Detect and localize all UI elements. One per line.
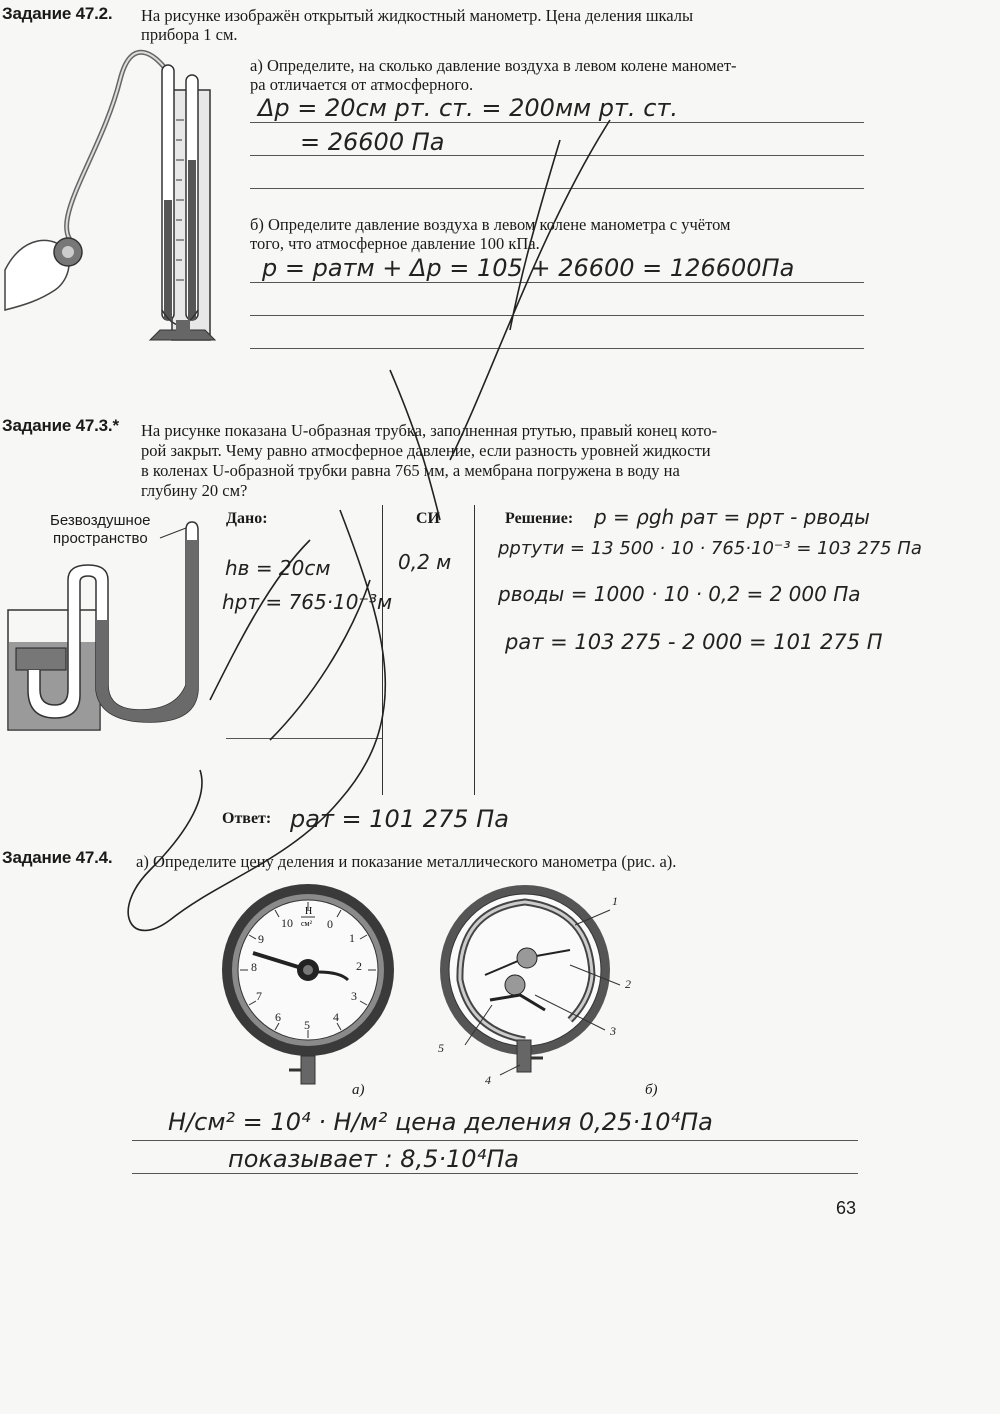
- answer-line: [132, 1140, 858, 1141]
- gauge-tick-label: 3: [351, 989, 357, 1003]
- gauge-tick-label: 4: [333, 1010, 339, 1024]
- task-47-3-text-4: глубину 20 см?: [141, 481, 248, 500]
- answer-label: Ответ:: [222, 810, 272, 827]
- task-47-3-text-1: На рисунке показана U-образная трубка, заполненная ртутью, правый конец кото-: [141, 421, 718, 440]
- handwritten-answer-a2: = 26600 Па: [300, 128, 445, 156]
- solution-header: Решение:: [505, 510, 574, 527]
- pen-scribble: [90, 80, 650, 980]
- figure-a-caption: а): [352, 1082, 365, 1098]
- answer-line: [132, 1173, 858, 1174]
- handwritten-answer: pат = 101 275 Па: [290, 805, 509, 833]
- handwritten-given-2: hрт = 765·10⁻³м: [222, 590, 393, 614]
- task-47-2-part-b-2: того, что атмосферное давление 100 кПа.: [250, 234, 540, 253]
- task-47-2-label: Задание 47.2.: [2, 4, 113, 23]
- handwritten-47-4-line-1: Н/см² = 10⁴ · Н/м² цена деления 0,25·10⁴Па: [168, 1108, 713, 1136]
- handwritten-given-1: hв = 20см: [225, 556, 331, 580]
- task-47-2-part-b-1: б) Определите давление воздуха в левом колене манометра с учётом: [250, 215, 731, 234]
- handwritten-solution-3: pат = 103 275 - 2 000 = 101 275 П: [505, 630, 883, 654]
- gauge-tick-label: 10: [281, 916, 293, 930]
- handwritten-solution-2: pводы = 1000 · 10 · 0,2 = 2 000 Па: [498, 582, 861, 606]
- gauge-tick-label: 2: [356, 959, 362, 973]
- figure-b-number: 2: [625, 977, 631, 991]
- task-47-2-part-a-1: а) Определите, на сколько давление воздуха в левом колене маномет-: [250, 56, 737, 75]
- handwritten-47-4-line-2: показывает : 8,5·10⁴Па: [228, 1145, 519, 1173]
- task-47-2-text-1: На рисунке изображён открытый жидкостный манометр. Цена деления шкалы: [141, 6, 694, 25]
- gauge-tick-label: 7: [256, 989, 262, 1003]
- figure-b-caption: б): [645, 1082, 658, 1098]
- gauge-tick-label: 1: [349, 931, 355, 945]
- figure-b-number: 3: [610, 1024, 616, 1038]
- task-47-2-text-2: прибора 1 см.: [141, 25, 238, 44]
- task-47-3-text-2: рой закрыт. Чему равно атмосферное давление, если разность уровней жидкости: [141, 441, 711, 460]
- figure-label-vacuum-1: Безвоздушное: [50, 512, 151, 529]
- task-47-2-part-a-2: ра отличается от атмосферного.: [250, 75, 474, 94]
- task-47-3-text-3: в коленах U-образной трубки равна 765 мм, а мембрана погружена в воду на: [141, 461, 680, 480]
- gauge-tick-label: 0: [327, 917, 333, 931]
- si-header: СИ: [416, 510, 440, 527]
- figure-b-number: 1: [612, 894, 618, 908]
- handwritten-solution-1: pртути = 13 500 · 10 · 765·10⁻³ = 103 275 Па: [498, 538, 922, 559]
- given-header: Дано:: [226, 510, 268, 527]
- page-number: 63: [836, 1198, 857, 1218]
- task-47-4-label: Задание 47.4.: [2, 848, 113, 867]
- gauge-tick-label: 8: [251, 960, 257, 974]
- gauge-tick-label: 6: [275, 1010, 281, 1024]
- handwritten-solution-0: p = ρgh pат = pрт - pводы: [594, 505, 870, 529]
- handwritten-answer-a1: Δp = 20см рт. ст. = 200мм рт. ст.: [258, 94, 679, 122]
- gauge-unit-top: Н: [305, 906, 313, 917]
- figure-b-number: 5: [438, 1041, 444, 1055]
- gauge-tick-label: 5: [304, 1018, 310, 1032]
- handwritten-si: 0,2 м: [398, 550, 452, 574]
- task-47-3-label: Задание 47.3.*: [2, 416, 119, 435]
- handwritten-answer-b1: p = pатм + Δp = 105 + 26600 = 126600Па: [262, 254, 795, 282]
- gauge-unit-bottom: см²: [301, 919, 313, 928]
- figure-label-vacuum-2: пространство: [53, 530, 148, 547]
- gauge-tick-label: 9: [258, 932, 264, 946]
- task-47-4-text: а) Определите цену деления и показание металлического манометра (рис. а).: [136, 852, 677, 871]
- figure-b-number: 4: [485, 1073, 491, 1087]
